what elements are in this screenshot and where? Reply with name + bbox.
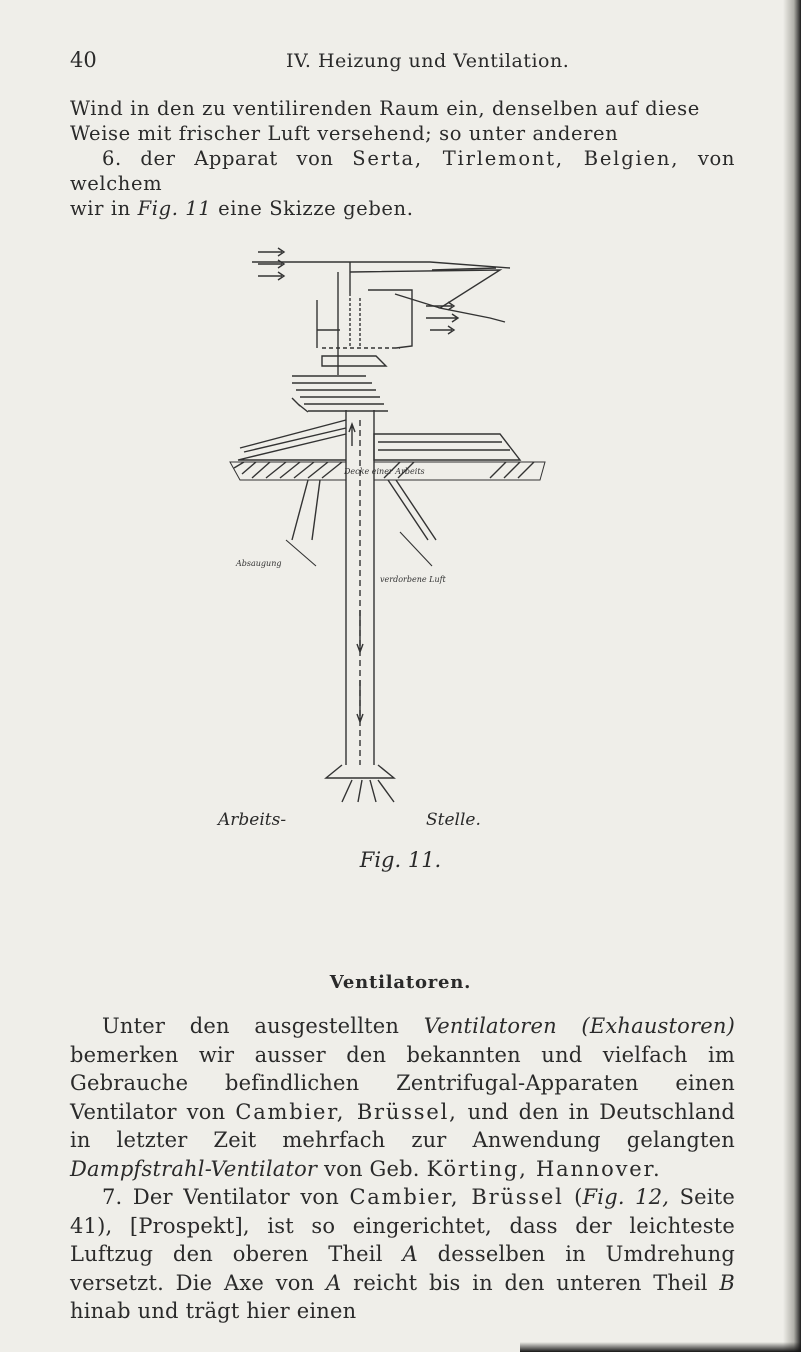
intro-line <box>70 96 735 121</box>
inner-box <box>368 290 412 348</box>
intro-line <box>70 121 735 146</box>
roof-line <box>252 262 510 268</box>
intro-line-2: Weise mit frischer Luft versehend; so unter anderen <box>70 122 619 145</box>
page-bottom-shadow <box>520 1342 801 1352</box>
svg-text:Absaugung: Absaugung <box>236 559 282 568</box>
p1-name-koerting: Körting, Hannover. <box>426 1156 662 1181</box>
figure-label-right: Stelle. <box>426 810 481 830</box>
paragraph-1 <box>70 1012 735 1183</box>
page-edge-shadow <box>783 0 801 1352</box>
p2-letter-a-2: A <box>326 1270 342 1295</box>
svg-text:verdorbene Luft: verdorbene Luft <box>380 575 446 584</box>
p1-text-d: von Geb. <box>317 1156 427 1181</box>
p2-fig-ref: Fig. 12, <box>582 1185 670 1209</box>
section-heading: Ventilatoren. <box>329 972 472 993</box>
p2-letter-b: B <box>719 1270 736 1295</box>
p2-name-cambier: Cambier, Brüssel <box>349 1185 564 1209</box>
figure-label-left: Arbeits- <box>218 810 287 830</box>
intro-line-3-name: Serta, Tirlemont, Belgien, <box>352 147 680 170</box>
p1-emphasis-2: Dampfstrahl-Ventilator <box>70 1156 318 1181</box>
p2-text-e: reicht bis in den unteren Theil <box>341 1270 720 1295</box>
p2-text-f: hinab und trägt hier einen <box>70 1299 357 1323</box>
svg-text:Decke einer Arbeits: Decke einer Arbeits <box>344 467 425 476</box>
p2-text-d: desselben in Umdrehung versetzt. Die Axe von <box>70 1242 735 1295</box>
intro-fig-ref: Fig. 11 <box>137 197 212 220</box>
right-wing <box>374 434 520 460</box>
paragraph-2 <box>70 1183 735 1326</box>
p2-letter-a: A <box>402 1242 418 1266</box>
ventilation-diagram <box>200 180 740 830</box>
intro-line-4-post: eine Skizze geben. <box>211 197 414 220</box>
intro-line-4-pre: wir in <box>70 197 138 220</box>
p1-text-a: Unter den ausgestellten <box>102 1014 424 1038</box>
p1-name-cambier: Cambier, Brüssel, <box>235 1099 458 1124</box>
p2-text-c: Seite 41), [Prospekt], ist so eingerichtet, dass der leichteste Luftzug den oberen Theil <box>70 1185 735 1266</box>
p2-text-b: ( <box>563 1185 583 1209</box>
intro-line-1: Wind in den zu ventilirenden Raum ein, denselben auf diese <box>70 97 700 120</box>
p2-text-a: 7. Der Ventilator von <box>102 1185 350 1209</box>
hood-outline <box>350 270 505 322</box>
intro-line-3-rest: von welchem <box>70 147 735 195</box>
ventilation-figure <box>200 180 740 830</box>
running-head: IV. Heizung und Ventilation. <box>286 50 570 72</box>
intro-line-3-num: 6. der Apparat von <box>102 147 353 170</box>
page-number: 40 <box>70 48 97 72</box>
p1-text-b: bemerken wir ausser den bekannten und vielfach im Gebrauche befindlichen Zentrifugal-Apparaten einen Ventilator von <box>70 1042 735 1124</box>
shaft-base <box>326 765 394 778</box>
page-header <box>70 48 741 78</box>
p1-text-c: und den in Deutschland in letzter Zeit mehrfach zur Anwendung gelangten <box>70 1099 735 1152</box>
body-text <box>70 1012 735 1326</box>
figure-caption: Fig. 11. <box>359 848 442 872</box>
p1-emphasis: Ventilatoren (Exhaustoren) <box>423 1014 736 1038</box>
